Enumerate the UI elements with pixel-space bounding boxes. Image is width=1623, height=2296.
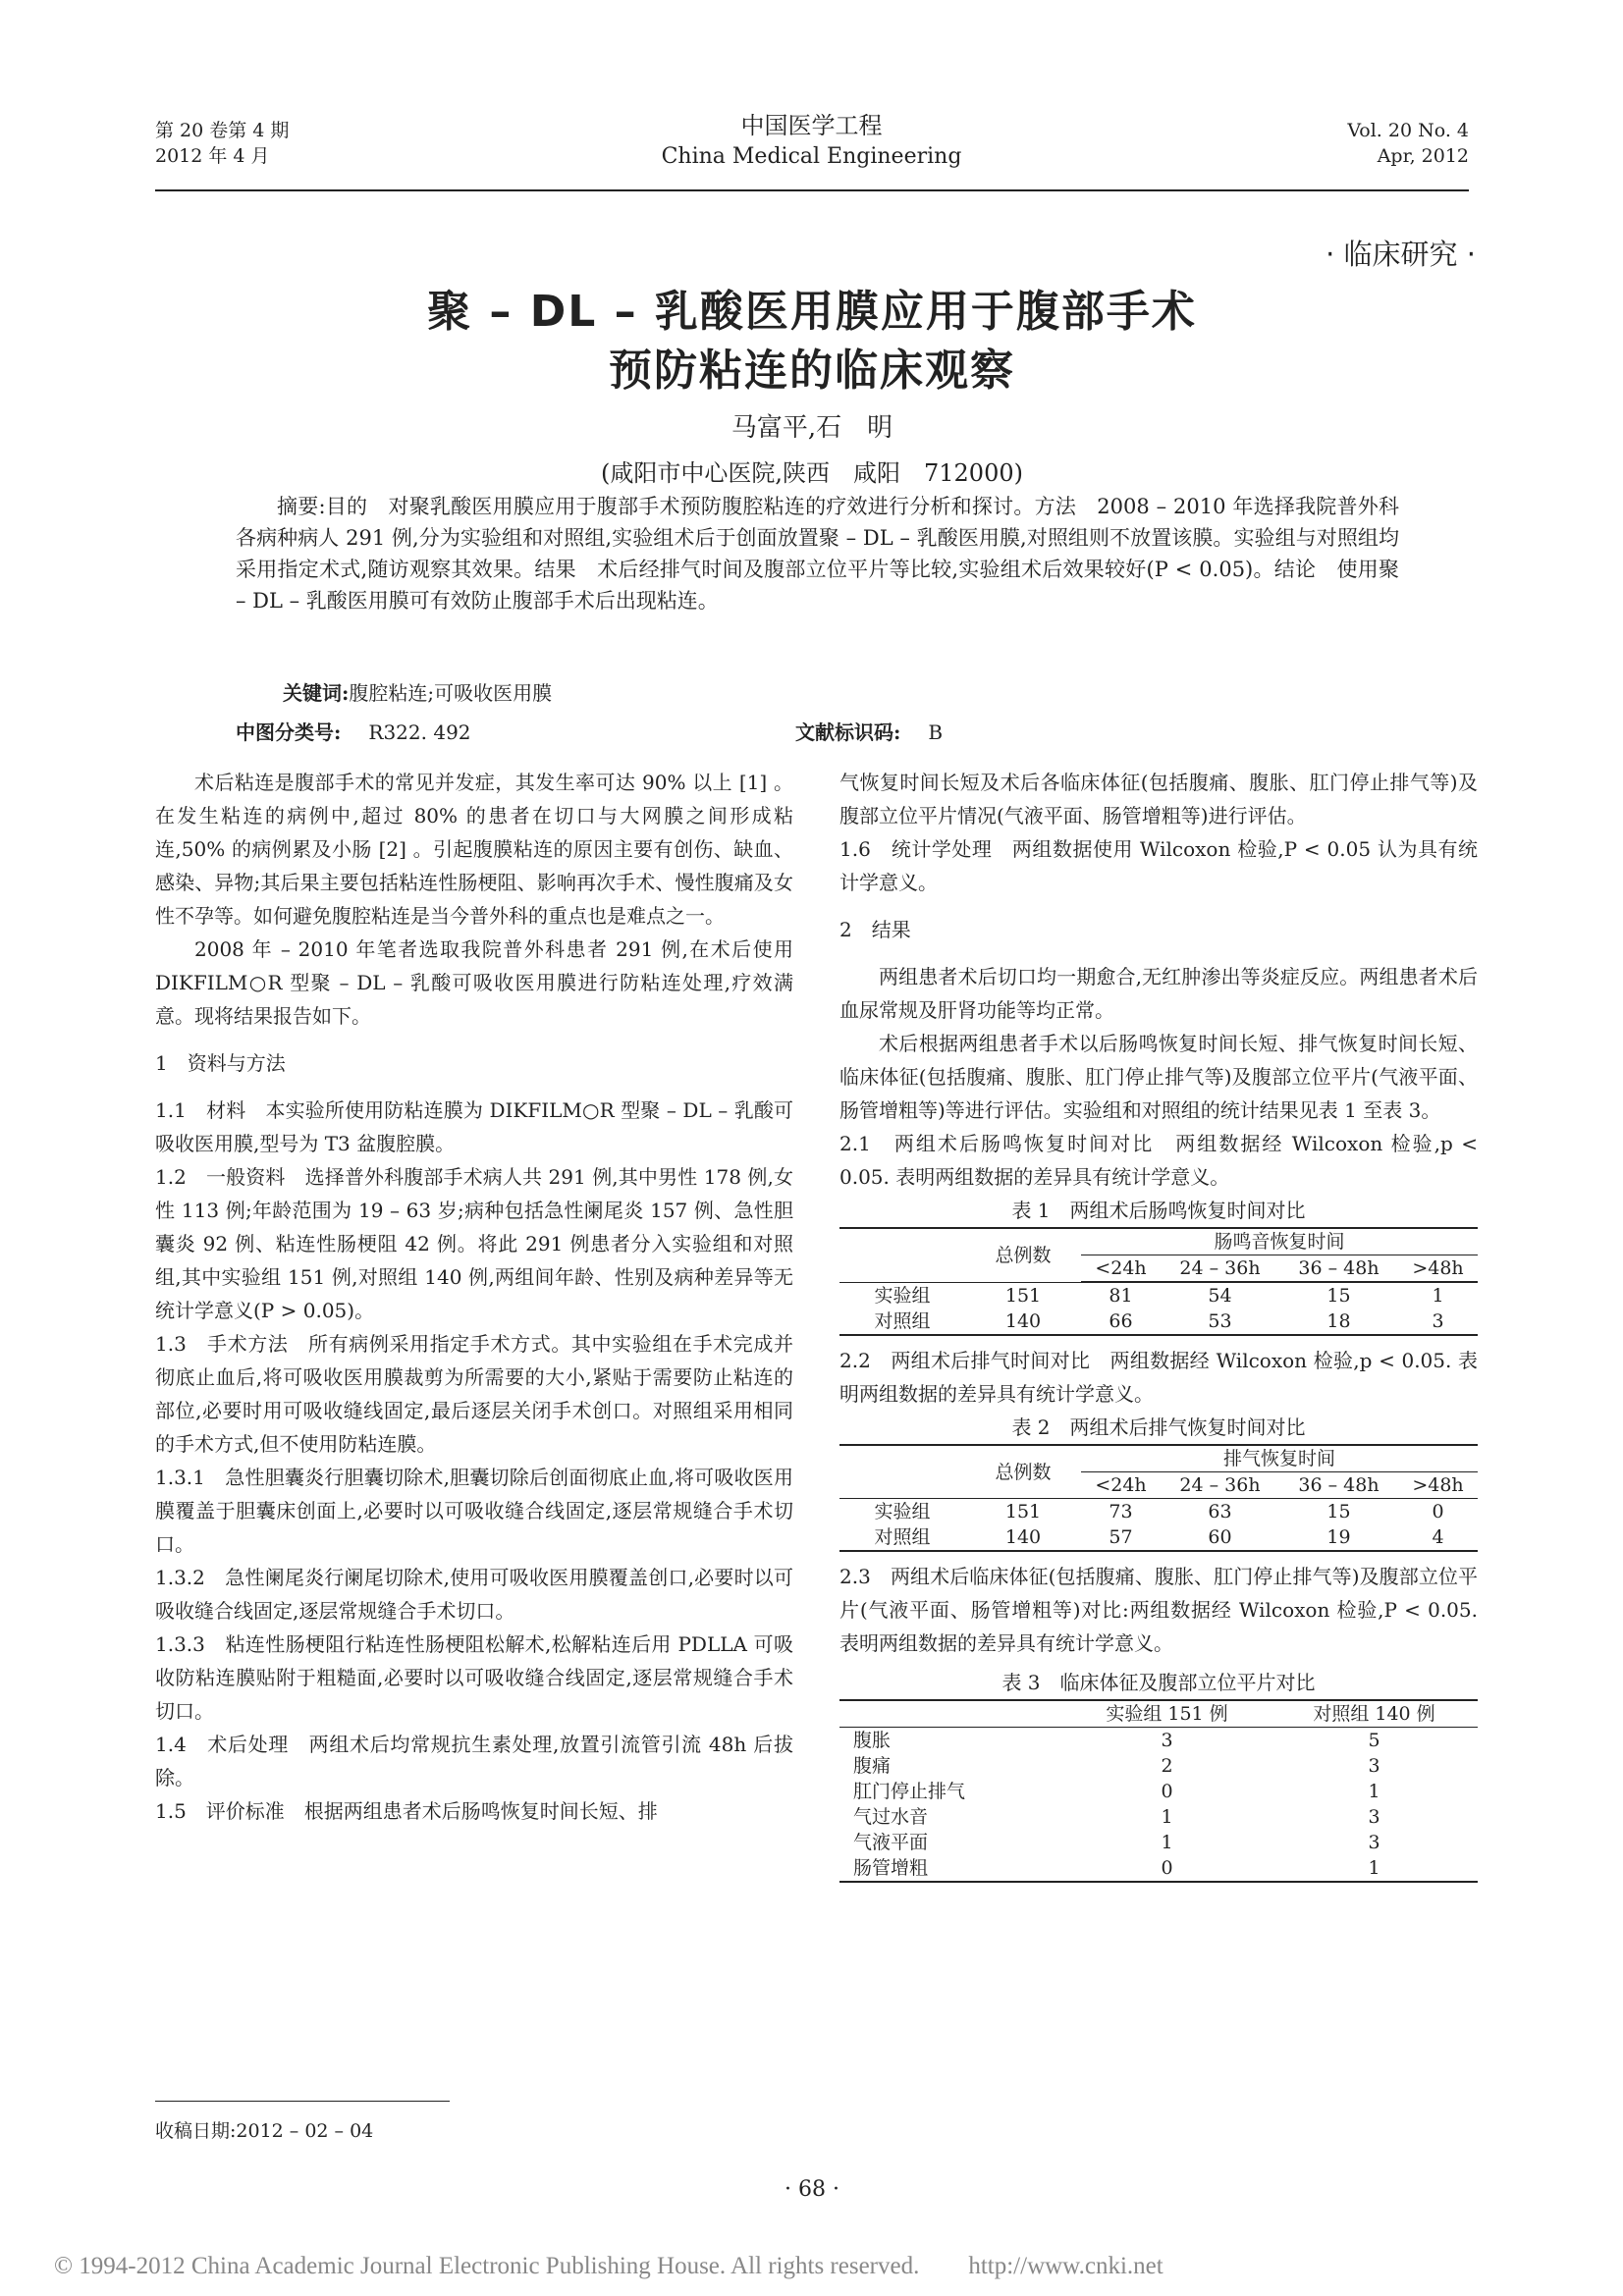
table3-cell: 0 (1161, 1857, 1173, 1879)
table3-row-name: 腹痛 (853, 1755, 892, 1777)
right-column (839, 766, 1478, 1891)
right-column-paragraph: 术后根据两组患者手术以后肠鸣恢复时间长短、排气恢复时间长短、临床体征(包括腹痛、腹胀、肛门停止排气等)及腹部立位平片(气液平面、肠管增粗等)等进行评估。实验组和对照组的统计结果见表 1 至表 3。 (839, 1032, 1478, 1122)
table2-cell: 0 (1432, 1501, 1444, 1522)
right-column-paragraph: 2 结果 (839, 918, 911, 941)
table2-cell: 63 (1208, 1501, 1232, 1522)
table3-cell: 1 (1161, 1806, 1173, 1828)
abstract-label: 摘要: (277, 495, 326, 518)
table2-cell: 4 (1432, 1526, 1444, 1548)
table3-cell: 3 (1368, 1755, 1380, 1777)
table2-cell: 140 (1004, 1526, 1042, 1548)
table3-cell: 3 (1161, 1730, 1173, 1751)
table1-cell: 140 (1004, 1310, 1042, 1332)
journal-name-cn: 中国医学工程 (740, 112, 883, 139)
table3-cell: 1 (1161, 1832, 1173, 1853)
table2-cell: 60 (1208, 1526, 1232, 1548)
table3 (839, 1699, 1478, 1883)
table2-col-header: 36 – 48h (1298, 1474, 1380, 1496)
title-line-2: 预防粘连的临床观察 (609, 346, 1015, 396)
table1-cell: 54 (1208, 1285, 1232, 1307)
table1-cell: 66 (1109, 1310, 1133, 1332)
issue-info-en (1347, 118, 1469, 169)
left-column-paragraph: 1.2 一般资料 选择普外科腹部手术病人共 291 例,其中男性 178 例,女性 113 例;年龄范围为 19 – 63 岁;病种包括急性阑尾炎 157 例、急性胆囊炎 92 例、粘连性肠梗阻 42 例。将此 291 例患者分入实验组和对照组,其中实验组 151 例,对照组 140 例,两组间年龄、性别及病种差异等无统计学意义(P > 0.05)。 (155, 1165, 793, 1322)
doc-code-label: 文献标识码: (795, 721, 901, 744)
column-tag: · 临床研究 · (1325, 238, 1476, 271)
table1-total-header: 总例数 (995, 1244, 1052, 1266)
table-row (839, 1728, 1478, 1754)
issue-info (155, 118, 289, 169)
table2-col-header: 24 – 36h (1179, 1474, 1261, 1496)
table3-col-header: 对照组 140 例 (1271, 1700, 1478, 1728)
issue-date: 2012 年 4 月 (155, 145, 270, 167)
table-row (839, 1753, 1478, 1779)
table-row (839, 1855, 1478, 1882)
table3-cell: 1 (1368, 1857, 1380, 1879)
left-column-paragraph: 2008 年 – 2010 年笔者选取我院普外科患者 291 例,在术后使用 DIKFILM○R 型聚 – DL – 乳酸可吸收医用膜进行防粘连处理,疗效满意。现将结果报告如下。 (155, 937, 793, 1028)
page-number: · 68 · (784, 2177, 839, 2202)
table1-cell: 1 (1432, 1285, 1444, 1307)
table1-cell: 81 (1109, 1285, 1133, 1307)
right-column-paragraph: 气恢复时间长短及术后各临床体征(包括腹痛、腹胀、肛门停止排气等)及腹部立位平片情况(气液平面、肠管增粗等)进行评估。 (839, 771, 1478, 828)
clc-value: R322. 492 (368, 721, 471, 744)
keywords-text: 腹腔粘连;可吸收医用膜 (349, 681, 553, 705)
journal-name-en: China Medical Engineering (661, 144, 962, 169)
table2-cell: 151 (1004, 1501, 1042, 1522)
doc-code-value: B (928, 721, 944, 744)
issue-volume: 第 20 卷第 4 期 (155, 120, 290, 141)
title-line-1: 聚 – DL – 乳酸医用膜应用于腹部手术 (427, 287, 1197, 337)
table-row (839, 1804, 1478, 1830)
table3-row-name: 气液平面 (853, 1832, 929, 1853)
table2-row-name: 对照组 (874, 1526, 931, 1548)
table1-col-header: >48h (1398, 1255, 1478, 1282)
table-row (839, 1283, 1478, 1309)
table1-group-header: 肠鸣音恢复时间 (1081, 1228, 1478, 1255)
table2-col-header: >48h (1412, 1474, 1464, 1496)
table2-col-header: <24h (1095, 1474, 1147, 1496)
paragraph-2-2: 2.2 两组术后排气时间对比 两组数据经 Wilcoxon 检验,p < 0.05. 表明两组数据的差异具有统计学意义。 (839, 1349, 1478, 1406)
table3-caption: 表 3 临床体征及腹部立位平片对比 (1001, 1671, 1316, 1694)
table2 (839, 1444, 1478, 1552)
table2-group-header: 排气恢复时间 (1081, 1445, 1478, 1472)
right-column-paragraph: 2.1 两组术后肠鸣恢复时间对比 两组数据经 Wilcoxon 检验,p < 0.05. 表明两组数据的差异具有统计学意义。 (839, 1132, 1478, 1189)
document-code (795, 717, 943, 745)
table1 (839, 1227, 1478, 1336)
left-column-paragraph: 1.5 评价标准 根据两组患者术后肠鸣恢复时间长短、排 (155, 1799, 658, 1823)
table3-row-name: 腹胀 (853, 1730, 892, 1751)
table3-row-name: 气过水音 (853, 1806, 929, 1828)
table-row (839, 1499, 1478, 1525)
table-row (839, 1830, 1478, 1855)
table3-cell: 5 (1368, 1730, 1380, 1751)
issue-volume-en: Vol. 20 No. 4 (1347, 120, 1469, 141)
table3-row-name: 肠管增粗 (853, 1857, 929, 1879)
header-rule (155, 189, 1469, 191)
table-row (839, 1524, 1478, 1551)
table1-corner (839, 1228, 965, 1282)
table3-row-name: 肛门停止排气 (853, 1781, 966, 1802)
table1-col-header: <24h (1081, 1255, 1161, 1282)
clc-number (236, 717, 471, 745)
left-column-paragraph: 术后粘连是腹部手术的常见并发症，其发生率可达 90% 以上 [1] 。在发生粘连的病例中,超过 80% 的患者在切口与大网膜之间形成粘连,50% 的病例累及小肠 [2] 。引起腹膜粘连的原因主要有创伤、缺血、感染、异物;其后果主要包括粘连性肠梗阻、影响再次手术、慢性腹痛及女性不孕等。如何避免腹腔粘连是当今普外科的重点也是难点之一。 (155, 771, 793, 928)
table3-cell: 0 (1161, 1781, 1173, 1802)
journal-name (491, 110, 1132, 173)
table1-cell: 15 (1326, 1285, 1351, 1307)
table2-cell: 73 (1109, 1501, 1133, 1522)
left-column-paragraph: 1.1 材料 本实验所使用防粘连膜为 DIKFILM○R 型聚 – DL – 乳酸可吸收医用膜,型号为 T3 盆腹腔膜。 (155, 1098, 793, 1155)
table1-caption: 表 1 两组术后肠鸣恢复时间对比 (1011, 1199, 1306, 1222)
keywords-label: 关键词: (283, 681, 350, 705)
keywords (283, 677, 552, 706)
right-column-paragraphs (839, 766, 1478, 1194)
table1-row-name: 对照组 (874, 1310, 931, 1332)
left-column-paragraph: 1 资料与方法 (155, 1051, 286, 1075)
left-column-paragraph: 1.4 术后处理 两组术后均常规抗生素处理,放置引流管引流 48h 后拔除。 (155, 1733, 793, 1789)
issue-date-en: Apr, 2012 (1377, 145, 1469, 167)
table2-row-name: 实验组 (874, 1501, 931, 1522)
left-column (155, 766, 793, 1828)
paragraph-2-3: 2.3 两组术后临床体征(包括腹痛、腹胀、肛门停止排气等)及腹部立位平片(气液平面、肠管增粗等)对比:两组数据经 Wilcoxon 检验,P < 0.05. 表明两组数据的差异具有统计学意义。 (839, 1565, 1478, 1655)
received-date: 收稿日期:2012 – 02 – 04 (155, 2120, 374, 2142)
table2-corner (839, 1445, 965, 1498)
table1-row-name: 实验组 (874, 1285, 931, 1307)
table2-cell: 19 (1326, 1526, 1351, 1548)
table1-col-header: 24 – 36h (1161, 1255, 1279, 1282)
table1-cell: 151 (1004, 1285, 1042, 1307)
table1-cell: 18 (1326, 1310, 1351, 1332)
table2-cell: 57 (1109, 1526, 1133, 1548)
right-column-paragraph: 两组患者术后切口均一期愈合,无红肿渗出等炎症反应。两组患者术后血尿常规及肝肾功能等均正常。 (839, 965, 1478, 1022)
table2-cell: 15 (1326, 1501, 1351, 1522)
table3-cell: 2 (1161, 1755, 1173, 1777)
table2-total-header: 总例数 (995, 1461, 1052, 1483)
article-title (155, 283, 1469, 400)
table1-cell: 53 (1208, 1310, 1232, 1332)
copyright-notice: © 1994-2012 China Academic Journal Electronic Publishing House. All rights reserved. http://www.cnki.net (54, 2253, 1163, 2279)
table3-corner (839, 1700, 1063, 1728)
left-column-paragraph: 1.3.3 粘连性肠梗阻行粘连性肠梗阻松解术,松解粘连后用 PDLLA 可吸收防粘连膜贴附于粗糙面,必要时以可吸收缝合线固定,逐层常规缝合手术切口。 (155, 1632, 793, 1723)
affiliation: (咸阳市中心医院,陕西 咸阳 712000) (601, 459, 1023, 487)
table-row (839, 1779, 1478, 1804)
left-column-paragraph: 1.3 手术方法 所有病例采用指定手术方式。其中实验组在手术完成并彻底止血后,将可吸收医用膜裁剪为所需要的大小,紧贴于需要防止粘连的部位,必要时用可吸收缝线固定,最后逐层关闭手术创口。对照组采用相同的手术方式,但不使用防粘连膜。 (155, 1332, 793, 1456)
footnote-rule (155, 2101, 450, 2102)
table1-cell: 3 (1432, 1310, 1444, 1332)
table3-cell: 1 (1368, 1781, 1380, 1802)
abstract (236, 491, 1399, 616)
table-row (839, 1308, 1478, 1335)
authors: 马富平,石 明 (730, 413, 893, 443)
left-column-paragraph: 1.3.1 急性胆囊炎行胆囊切除术,胆囊切除后创面彻底止血,将可吸收医用膜覆盖于胆囊床创面上,必要时以可吸收缝合线固定,逐层常规缝合手术切口。 (155, 1466, 793, 1556)
table3-col-header: 实验组 151 例 (1063, 1700, 1271, 1728)
right-column-paragraph: 1.6 统计学处理 两组数据使用 Wilcoxon 检验,P < 0.05 认为具有统计学意义。 (839, 837, 1478, 894)
left-column-paragraph: 1.3.2 急性阑尾炎行阑尾切除术,使用可吸收医用膜覆盖创口,必要时以可吸收缝合线固定,逐层常规缝合手术切口。 (155, 1566, 793, 1623)
table2-caption: 表 2 两组术后排气恢复时间对比 (1011, 1415, 1306, 1439)
abstract-text: 目的 对聚乳酸医用膜应用于腹部手术预防腹腔粘连的疗效进行分析和探讨。方法 2008 – 2010 年选择我院普外科各病种病人 291 例,分为实验组和对照组,实验组术后于创面放置聚 – DL – 乳酸医用膜,对照组则不放置该膜。实验组与对照组均采用指定术式,随访观察其效果。结果 术后经排气时间及腹部立位平片等比较,实验组术后效果较好(P < 0.05)。结论 使用聚 – DL – 乳酸医用膜可有效防止腹部手术后出现粘连。 (236, 495, 1399, 613)
table1-col-header: 36 – 48h (1279, 1255, 1398, 1282)
clc-label: 中图分类号: (236, 721, 342, 744)
table3-cell: 3 (1368, 1832, 1380, 1853)
table3-cell: 3 (1368, 1806, 1380, 1828)
